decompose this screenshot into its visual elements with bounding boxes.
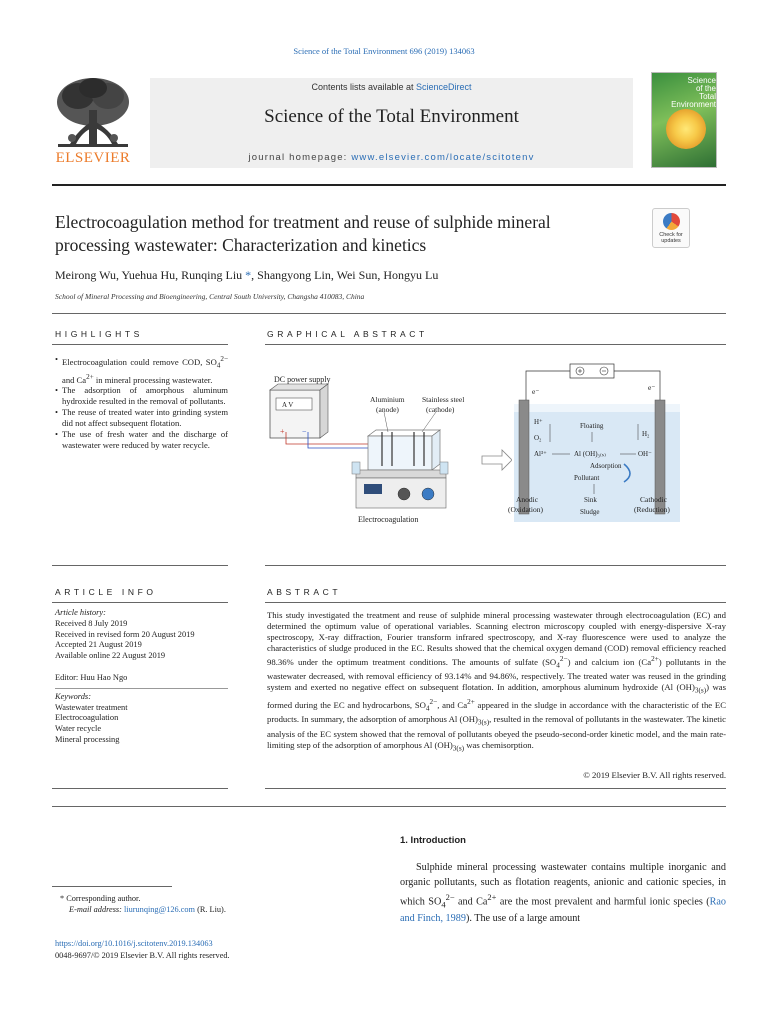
divider — [52, 313, 726, 314]
keywords-label: Keywords: — [55, 691, 91, 701]
adsorption-label: Adsorption — [590, 462, 622, 470]
abstract-copyright: © 2019 Elsevier B.V. All rights reserved. — [583, 770, 726, 780]
keyword: Water recycle — [55, 724, 102, 734]
stirrer-knob — [398, 488, 410, 500]
divider — [265, 565, 726, 566]
abstract-text: This study investigated the treatment and reuse of sulphide mineral processing wastewater through electrocoagulation (EC) and determined the optimum value of operational variables. Scanning electron microscopy coupled with energy-dispersive X-ray spectroscopy, X-ray diffraction, Fourier transform infrared spectroscopy, and X-ray fluorescence were used to analyze the characteristics of sludge produced in the EC. Results showed that the chemical oxygen demand (COD) removal efficiency reached 98.36% under the optimum treatment conditions. The amounts of sulfate (SO — [267, 610, 726, 667]
aluminium-ion-label: Al³⁺ — [534, 450, 547, 458]
oxidation-label: (Oxidation) — [508, 505, 543, 514]
paper-title-line: processing wastewater: Characterization and kinetics — [55, 235, 427, 255]
abstract-text: ) and calcium ion (Ca — [567, 656, 652, 667]
stirrer-knob — [422, 488, 434, 500]
abstract-text: , and Ca — [437, 699, 468, 710]
stirrer-display — [364, 484, 382, 494]
cover-title-line: of the — [695, 84, 716, 93]
divider — [52, 788, 228, 789]
homepage-label: journal homepage: — [248, 152, 352, 163]
divider — [265, 788, 726, 789]
introduction-heading: 1. Introduction — [400, 835, 466, 846]
keyword: Wastewater treatment — [55, 702, 128, 712]
keyword: Mineral processing — [55, 734, 120, 744]
corresponding-author-note — [60, 893, 360, 904]
cover-title — [656, 77, 716, 109]
subscript: 3(s) — [452, 744, 465, 753]
power-supply-side — [320, 384, 328, 438]
check-updates-line: Check for — [659, 232, 683, 238]
authors-part: , Shangyong Lin, Wei Sun, Hongyu Lu — [251, 268, 439, 282]
subscript: 4 — [556, 661, 560, 670]
spacer — [55, 662, 228, 673]
electrocoagulation-caption: Electrocoagulation — [358, 515, 419, 524]
citation-link[interactable]: Rao and Finch, 1989 — [400, 896, 727, 924]
superscript: 2+ — [467, 697, 475, 706]
floating-label: Floating — [580, 422, 604, 430]
highlight-text: Electrocoagulation could remove COD, SO — [62, 356, 217, 367]
superscript: 2+ — [86, 372, 94, 381]
subscript: 4 — [441, 899, 446, 910]
check-updates-line: updates — [661, 238, 681, 244]
divider — [52, 602, 228, 603]
sciencedirect-link[interactable]: ScienceDirect — [416, 82, 472, 92]
cell-top — [368, 430, 440, 436]
oxygen-label: O₂ — [534, 434, 542, 442]
electrolysis-cell — [368, 436, 432, 470]
graphical-abstract-heading: GRAPHICAL ABSTRACT — [267, 329, 428, 339]
electron-left: e⁻ — [532, 387, 540, 396]
abstract-text: , resulted in the removal of pollutants in the wastewater. The kinetic analysis of the EC system showed that the removal of pollutants obeyed the pseudo-second-order kinetic model, and the main rate-limiting step of the adsorption of amorphous Al (OH) — [267, 714, 726, 750]
online-date: Available online 22 August 2019 — [55, 651, 166, 661]
paper-title-line: Electrocoagulation method for treatment and reuse of sulphide mineral — [55, 212, 551, 232]
cathodic-label: Cathodic — [640, 495, 668, 504]
intro-text: Sulphide mineral processing wastewater contains multiple inorganic and organic pollutants, such as flotation reagents, anionic and cationic species, in which SO — [400, 862, 726, 908]
superscript: 2− — [559, 654, 568, 663]
editor: Editor: Huu Hao Ngo — [55, 672, 128, 682]
hydroxide-ion-label: OH⁻ — [638, 450, 652, 458]
check-updates-label — [653, 232, 689, 244]
intro-text: ). The use of a large amount — [465, 912, 581, 924]
cover-title-line: Science — [687, 76, 716, 85]
aluminium-label: Aluminium — [370, 395, 405, 404]
abstract-heading: ABSTRACT — [267, 587, 342, 597]
check-for-updates-button[interactable] — [652, 208, 690, 248]
subscript: 3(s) — [694, 686, 707, 695]
journal-cover-thumbnail[interactable] — [651, 72, 717, 168]
abstract-body — [267, 610, 726, 754]
superscript: 2+ — [487, 892, 497, 902]
corresponding-author-link[interactable]: * — [245, 268, 252, 282]
subscript: 4 — [216, 361, 221, 370]
highlight-item: • The reuse of treated water into grinding system did not affect subsequent flotation. — [55, 407, 228, 429]
revised-date: Received in revised form 20 August 2019 — [55, 629, 195, 639]
pollutant-label: Pollutant — [574, 474, 600, 482]
introduction-body — [400, 861, 726, 926]
highlight-text: and Ca — [62, 374, 87, 385]
accepted-date: Accepted 21 August 2019 — [55, 640, 142, 650]
power-supply-top — [270, 384, 328, 390]
footnote — [60, 893, 360, 915]
divider — [55, 688, 228, 689]
hydrogen-label: H₂ — [642, 430, 650, 438]
divider — [52, 565, 228, 566]
contents-prefix: Contents lists available at — [311, 82, 417, 92]
authors-part: Meirong Wu, Yuehua Hu, Runqing Liu — [55, 268, 246, 282]
check-updates-icon — [663, 213, 680, 230]
footnote-star: * — [60, 894, 65, 903]
cathode-pointer — [422, 412, 436, 432]
graphical-abstract-figure[interactable] — [264, 352, 726, 532]
received-date: Received 8 July 2019 — [55, 618, 128, 628]
sample-bottle — [440, 462, 448, 474]
highlight-text: in mineral processing wastewater. — [93, 374, 213, 385]
email-link[interactable]: liurunqing@126.com — [124, 905, 196, 914]
sink-label: Sink — [584, 496, 597, 504]
subscript: 4 — [425, 704, 430, 713]
power-source-box — [570, 364, 614, 378]
anodic-label: Anodic — [516, 495, 539, 504]
affiliation: School of Mineral Processing and Bioengineering, Central South University, Changsha 410083, China — [55, 292, 365, 301]
divider — [265, 344, 726, 345]
issn-copyright: 0048-9697/© 2019 Elsevier B.V. All rights reserved. — [55, 951, 230, 960]
superscript: 2− — [220, 355, 228, 363]
sludge-label: Sludge — [580, 508, 600, 516]
article-info — [55, 608, 228, 746]
footnote-text: Corresponding author. — [64, 894, 141, 903]
superscript: 2+ — [651, 654, 659, 663]
h-plus-label: H⁺ — [534, 418, 543, 426]
plus-terminal: + — [280, 427, 285, 436]
highlight-item: • The use of fresh water and the discharge of wastewater were reduced by water recycle. — [55, 429, 228, 451]
reduction-label: (Reduction) — [634, 505, 670, 514]
highlights-heading: HIGHLIGHTS — [55, 329, 143, 339]
superscript: 2− — [445, 892, 455, 902]
journal-reference[interactable]: Science of the Total Environment 696 (2019) 134063 — [293, 46, 475, 56]
journal-homepage — [150, 152, 633, 163]
contents-line — [150, 82, 633, 92]
intro-text: and Ca — [454, 896, 488, 908]
highlight-item: • The adsorption of amorphous aluminum hydroxide resulted in the removal of pollutants. — [55, 385, 228, 407]
paper-title — [55, 211, 635, 257]
email-suffix: (R. Liu). — [195, 905, 226, 914]
abstract-text: was chemisorption. — [464, 739, 534, 750]
header-rule — [52, 184, 726, 186]
abstract-text: ) pollutants in the wastewater decreased, with removal efficiency of 93.14% and 94.86%, respectively. The treated water was reused in the grinding system and exerted no negative effect on subsequent flotation. In addition, amorphous aluminum hydroxide (Al (OH) — [267, 656, 727, 693]
sample-bottle — [352, 462, 360, 474]
aluminium-hydroxide-label: Al (OH)₃₍ₛ₎ — [574, 450, 607, 458]
journal-title: Science of the Total Environment — [264, 106, 519, 127]
stirrer-top — [356, 470, 446, 478]
email-line — [60, 904, 360, 915]
cell-side — [432, 430, 440, 470]
highlight-item — [55, 354, 228, 385]
divider — [265, 602, 726, 603]
power-supply-box — [270, 390, 320, 438]
keyword: Electrocoagulation — [55, 713, 119, 723]
subscript: 3(s) — [477, 718, 490, 727]
cover-flower-image — [666, 109, 706, 149]
abstract-text: ) was formed during the EC and hydrocarbons, SO — [267, 682, 727, 710]
divider — [52, 344, 228, 345]
author-list — [55, 268, 655, 283]
history-label: Article history: — [55, 608, 106, 617]
highlights-list — [55, 354, 228, 451]
dc-power-label: DC power supply — [274, 375, 331, 384]
abstract-text: appeared in the sludge in accordance with the characteristic of the EC products. In summary, the adsorption of amorphous Al (OH) — [267, 699, 726, 725]
footnote-rule — [52, 886, 172, 887]
intro-text: are the most prevalent and harmful ionic species ( — [496, 896, 710, 908]
article-info-heading: ARTICLE INFO — [55, 587, 157, 597]
elsevier-wordmark: ELSEVIER — [55, 150, 131, 166]
stainless-steel-label: Stainless steel — [422, 395, 465, 404]
email-label: E-mail address: — [69, 905, 124, 914]
superscript: 2− — [429, 697, 438, 706]
cathode-label: (cathode) — [426, 405, 455, 414]
process-arrow-icon — [482, 450, 512, 470]
cover-title-line: Total Environment — [671, 92, 716, 109]
anode-label: (anode) — [376, 405, 399, 414]
homepage-link[interactable]: www.elsevier.com/locate/scitotenv — [351, 152, 535, 163]
minus-terminal: − — [302, 427, 307, 436]
divider — [52, 806, 726, 807]
doi-link[interactable]: https://doi.org/10.1016/j.scitotenv.2019.134063 — [55, 939, 213, 948]
electron-right: e⁻ — [648, 383, 656, 392]
meter-label: A V — [282, 401, 294, 409]
anode-pointer — [384, 412, 388, 432]
